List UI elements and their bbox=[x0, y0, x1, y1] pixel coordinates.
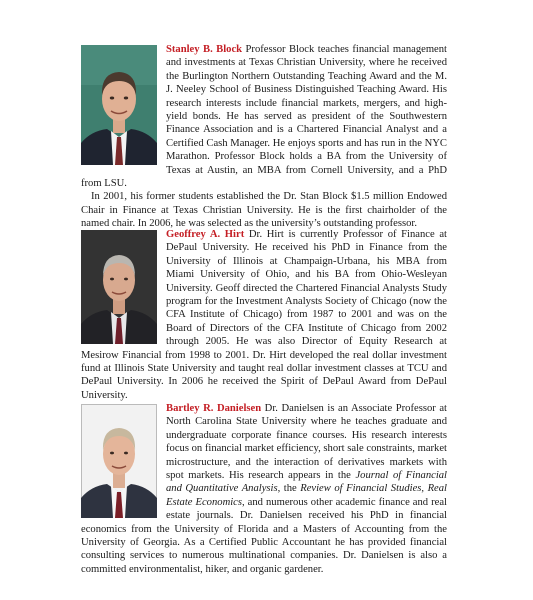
portrait-photo-danielsen bbox=[81, 404, 157, 518]
bio-bartley-danielsen bbox=[81, 402, 447, 576]
portrait-photo-icon bbox=[81, 230, 157, 344]
bio-text: the bbox=[280, 483, 301, 495]
journal-title: Review of Financial Studies, Real Estate Economics bbox=[166, 483, 447, 508]
bio-text: Professor Block teaches financial management and investments at Texas Christian University, where he received the Burlington Northern Outstanding Teaching Award and the M. J. Neeley School of Business Distinguished Teaching Award. His research interests include financial markets, mergers, and high-yield bonds. He has served as president of the Southwestern Finance Association and is a Chartered Financial Analyst and a Certified Cash Manager. He enjoys sports and has run in the NYC Marathon. Professor Block holds a BA from the University of Texas at Austin, an MBA from Cornell University, and a PhD from LSU. bbox=[81, 44, 447, 190]
author-name: Geoffrey A. Hirt bbox=[166, 229, 245, 240]
bio-text: , and numerous other academic finance and real estate journals. Dr. Danielsen received his PhD in financial economics from the University of Florida and a Masters of Accounting from the University of Georgia. As a Certified Public Accountant he has provided financial consulting services to numerous multinational companies. Dr. Danielsen is also a committed environmentalist, hiker, and organic gardener. bbox=[81, 496, 447, 575]
bio-stanley-block bbox=[81, 43, 447, 231]
portrait-photo-icon bbox=[81, 45, 157, 165]
portrait-photo-block bbox=[81, 45, 157, 165]
journal-title: Journal of Financial and Quantitative Analysis, bbox=[166, 470, 448, 495]
bio-geoffrey-hirt bbox=[81, 228, 447, 402]
portrait-photo-icon bbox=[81, 404, 157, 518]
portrait-photo-hirt bbox=[81, 230, 157, 344]
bio-text: Dr. Hirt is currently Professor of Finance at DePaul University. He received his PhD in Finance from the University of Illinois at Champaign-Urbana, his MBA from Miami University of Ohio, and his BA from Ohio-Wesleyan University. Geoff directed the Chartered Financial Analysts Study program for the Investment Analysts Society of Chicago (now the CFA Institute of Chicago) from 1987 to 2001 and was on the Board of Directors of the CFA Institute of Chicago from 2002 through 2005. He was also Director of Equity Research at Mesirow Financial from 1998 to 2001. Dr. Hirt developed the real dollar investment fund at Illinois State University and taught real dollar investment classes at TCU and DePaul University. In 2006 he received the Spirit of DePaul Award from DePaul University. bbox=[81, 229, 447, 401]
bio-text-paragraph-2: In 2001, his former students established the Dr. Stan Block $1.5 million Endowed Chair in Finance at Texas Christian University. He is the first chairholder of the named chair. In 2006, he was selected as the university’s outstanding professor. bbox=[81, 191, 447, 230]
bio-text: Dr. Danielsen is an Associate Professor at North Carolina State University where he teaches graduate and undergraduate corporate finance courses. His research interests focus on financial market efficiency, short sale constraints, market microstructure, and the interaction of derivatives markets with spot markets. His research appears in the bbox=[166, 403, 447, 482]
author-name: Bartley R. Danielsen bbox=[166, 403, 262, 414]
author-name: Stanley B. Block bbox=[166, 44, 243, 55]
